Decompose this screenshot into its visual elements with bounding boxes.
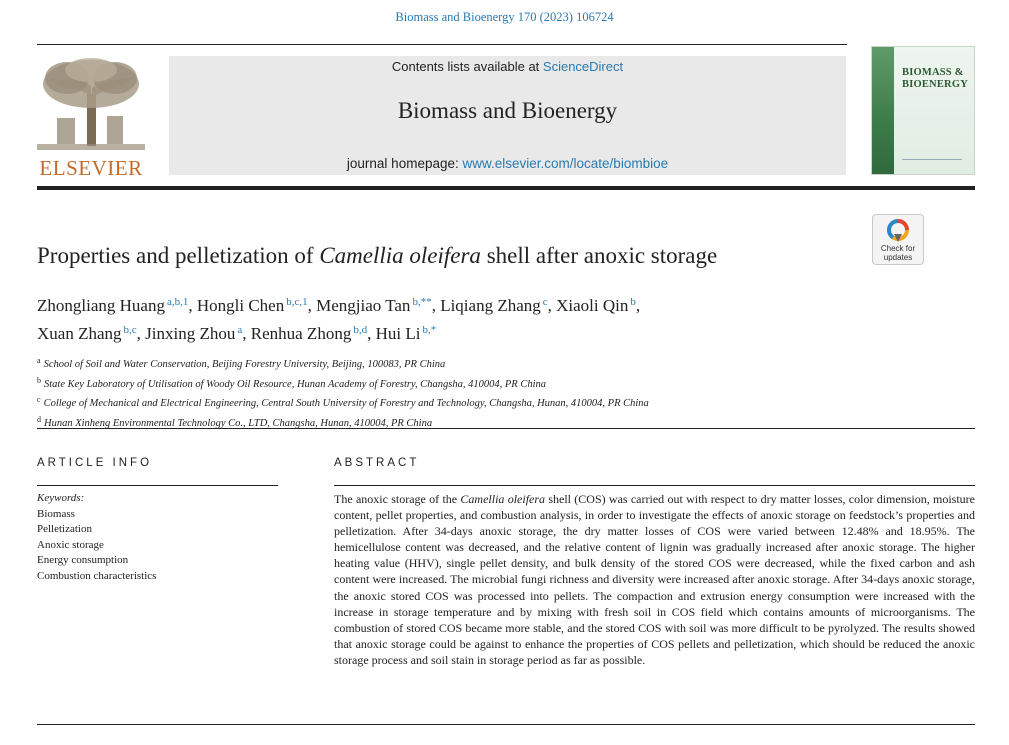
author-separator: , <box>188 296 193 315</box>
author-separator: , <box>307 296 312 315</box>
author-separator: , <box>635 296 641 315</box>
check-label-line1: Check for <box>880 244 916 253</box>
affiliation-item <box>37 353 937 373</box>
affiliation-text: School of Soil and Water Conservation, Beijing Forestry University, Beijing, 100083, PR China <box>43 359 446 370</box>
cover-strip <box>872 47 894 174</box>
journal-masthead <box>169 56 846 175</box>
article-info-rule <box>37 485 278 486</box>
abstract-heading: ABSTRACT <box>334 457 420 469</box>
author-separator: , <box>367 324 372 343</box>
author-item[interactable] <box>316 296 436 315</box>
sciencedirect-link[interactable]: ScienceDirect <box>542 59 624 74</box>
author-item[interactable] <box>197 296 312 315</box>
homepage-line <box>169 156 846 171</box>
contents-prefix: Contents lists available at <box>391 59 543 74</box>
cover-title-line1: BIOMASS & <box>902 67 964 78</box>
author-list <box>37 290 857 346</box>
title-part2: shell after anoxic storage <box>480 243 718 268</box>
header-thick-rule <box>37 186 975 190</box>
contents-line <box>169 59 846 74</box>
author-item[interactable] <box>556 296 640 315</box>
check-for-updates-icon <box>887 219 909 243</box>
article-title <box>37 243 717 269</box>
author-affil-marks[interactable]: a <box>237 324 243 336</box>
affiliation-mark: c <box>37 395 41 404</box>
affiliation-text: Hunan Xinheng Environmental Technology Co., LTD, Changsha, Hunan, 410004, PR China <box>44 417 433 429</box>
keyword-item: Pelletization <box>37 523 92 535</box>
affiliation-list <box>37 353 937 431</box>
keyword-item: Combustion characteristics <box>37 569 157 582</box>
cover-title-line2: BIOENERGY <box>902 79 968 90</box>
author-affil-marks[interactable]: b <box>630 296 636 308</box>
affiliation-text: College of Mechanical and Electrical Engineering, Central South University of Forestry and Technology, Changsha, Hunan, 410004, PR China <box>43 398 649 409</box>
abstract-intro: The anoxic storage of the <box>334 492 461 506</box>
abstract-body: shell (COS) was carried out with respect to dry matter losses, color dimension, moisture content, pellet properties, and combustion analysis, in order to investigate the effects of anoxic storage on feedstock’s properties and pelletization. After 34-days anoxic storage, the dry matter losses of COS were varied between 12.48% and 18.95%. The hemicellulose content was decreased, and the relative content of lignin was gradually increased after anoxic storage. The higher heating value (HHV), single pellet density, and bulk density of the stored COS were decreased, while the fixed carbon and ash content were increased. The microbial fungi richness and diversity were increased after anoxic storage. After 34-days anoxic storage, the anoxic stored COS was processed into pellets. The compaction and extrusion energy consumption were increased with the increase in storage temperature and by mixing with fresh soil in COS field which contains amounts of microorganisms. The combustion of stored COS became more stable, and the stored COS with soil was more difficult to be pyrolyzed. The results showed that anoxic storage could be against to enhance the properties of COS pellets and pelletization, which should be reduced the anoxic storage process and soil stain in storage period as far as possible. <box>334 492 976 667</box>
journal-title: Biomass and Bioenergy <box>397 98 618 123</box>
affiliation-text: State Key Laboratory of Utilisation of Woody Oil Resource, Hunan Academy of Forestry, Changsha, 410004, PR China <box>44 378 547 390</box>
abstract-rule <box>334 485 975 486</box>
author-item[interactable] <box>145 324 246 343</box>
header-top-rule <box>37 44 847 45</box>
abstract-text <box>334 491 975 668</box>
article-info-heading: ARTICLE INFO <box>37 457 153 469</box>
author-affil-marks[interactable]: b,c <box>123 324 137 336</box>
cover-footer-line <box>902 159 962 166</box>
author-item[interactable] <box>37 296 193 315</box>
author-separator: , <box>242 324 247 343</box>
elsevier-logo[interactable] <box>37 56 145 180</box>
author-name: Xuan Zhang <box>37 324 122 343</box>
author-name: Liqiang Zhang <box>440 296 541 315</box>
journal-cover-thumbnail[interactable] <box>871 46 975 175</box>
author-name: Hui Li <box>375 324 421 343</box>
elsevier-wordmark: ELSEVIER <box>39 156 143 180</box>
title-species: Camellia oleifera <box>319 243 481 268</box>
elsevier-tree-icon <box>37 56 145 154</box>
author-separator: , <box>547 296 552 315</box>
section-divider <box>37 428 975 429</box>
author-name: Jinxing Zhou <box>145 324 236 343</box>
author-item[interactable] <box>440 296 552 315</box>
title-part1: Properties and pelletization of <box>37 243 320 268</box>
footer-rule <box>37 724 975 725</box>
affiliation-item <box>37 392 937 412</box>
journal-homepage-link[interactable]: www.elsevier.com/locate/biombioe <box>462 156 669 171</box>
author-name: Renhua Zhong <box>250 324 352 343</box>
affiliation-item <box>37 373 937 393</box>
author-affil-marks[interactable]: c <box>542 296 548 308</box>
author-affil-marks[interactable]: b,d <box>353 324 368 336</box>
author-affil-marks[interactable]: a,b,1 <box>166 296 189 308</box>
author-name: Hongli Chen <box>196 296 285 315</box>
author-name: Mengjiao Tan <box>316 296 411 315</box>
keyword-item: Anoxic storage <box>37 538 104 551</box>
affiliation-mark: d <box>37 414 41 424</box>
affiliation-mark: b <box>37 375 41 385</box>
keywords-label: Keywords: <box>37 492 85 504</box>
author-affil-marks[interactable]: b,** <box>412 296 432 308</box>
check-for-updates-button[interactable] <box>872 214 924 265</box>
author-item[interactable] <box>251 324 372 343</box>
check-label-line2: updates <box>883 252 913 262</box>
journal-citation[interactable]: Biomass and Bioenergy 170 (2023) 106724 <box>395 10 614 24</box>
keyword-item: Biomass <box>37 507 75 520</box>
affiliation-mark: a <box>37 356 41 365</box>
author-affil-marks[interactable]: b,* <box>422 324 437 336</box>
check-for-updates-label <box>873 245 923 262</box>
author-name: Zhongliang Huang <box>37 296 165 315</box>
author-name: Xiaoli Qin <box>556 296 629 315</box>
abstract-species: Camellia oleifera <box>460 492 546 506</box>
homepage-prefix: journal homepage: <box>346 156 463 171</box>
author-separator: , <box>136 324 141 343</box>
author-item[interactable] <box>376 324 437 343</box>
author-item[interactable] <box>37 324 141 343</box>
keyword-item: Energy consumption <box>37 554 129 566</box>
author-separator: , <box>431 296 436 315</box>
author-affil-marks[interactable]: b,c,1 <box>286 296 308 308</box>
keywords-list <box>37 491 156 584</box>
cover-title <box>902 67 968 91</box>
